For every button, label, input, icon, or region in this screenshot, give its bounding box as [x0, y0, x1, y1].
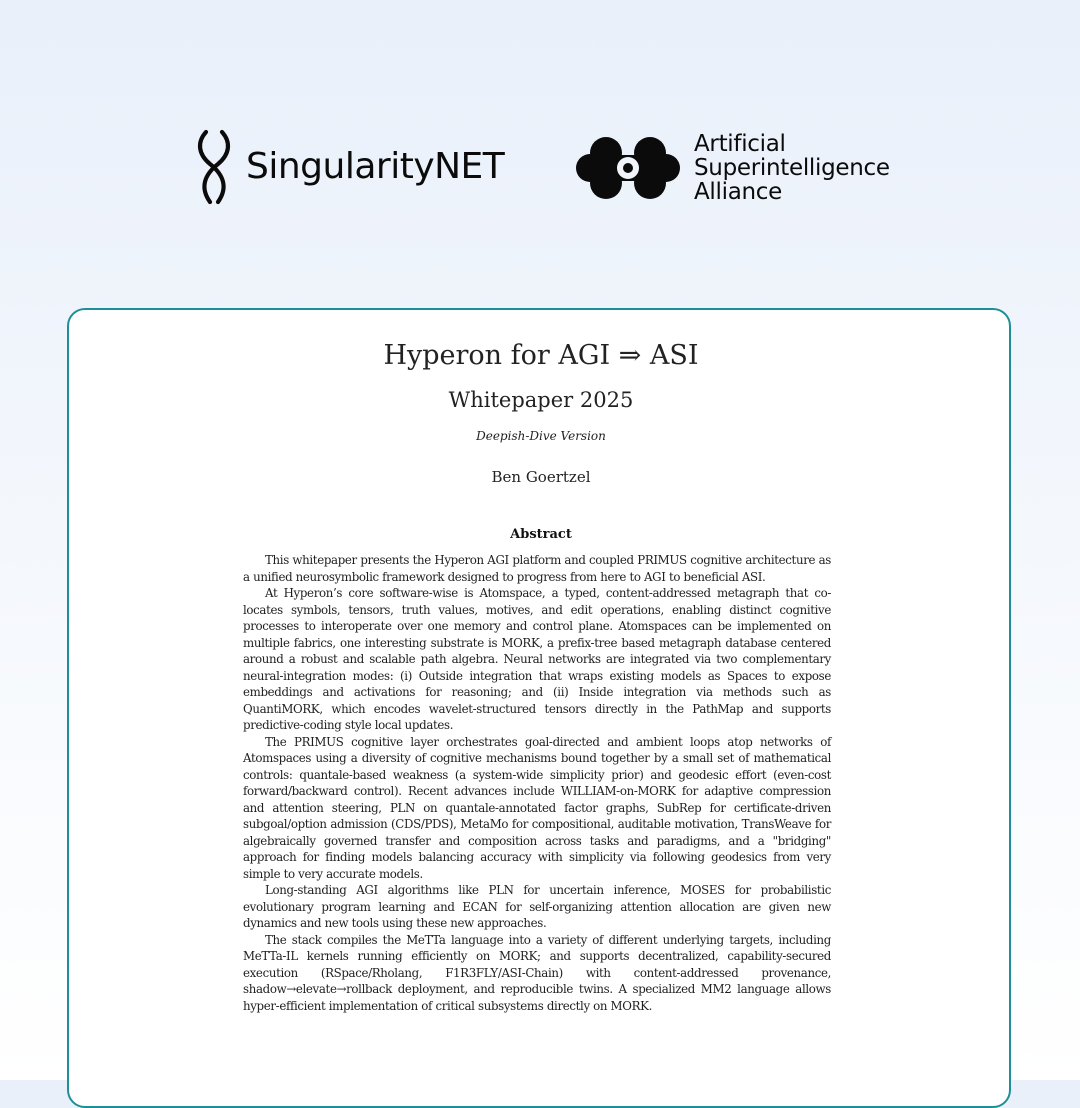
singularitynet-mark-icon [194, 124, 234, 208]
abstract-paragraph: At Hyperon’s core software-wise is Atomspace, a typed, content-addressed metagraph that co-locates symbols, tensors, truth values, motives, and edit operations, enabling distinct cognitive processes to interoperate over one memory and control plane. Atomspaces can be implemented on multiple fabrics, one interesting substrate is MORK, a prefix-tree based metagraph database centered around a robust and scalable path algebra. Neural networks are integrated via two complementary neural-integration modes: (i) Outside integration that wraps existing models as Spaces to expose embeddings and activations for reasoning; and (ii) Inside integration via methods such as QuantiMORK, which encodes wavelet-structured tensors directly in the PathMap and supports predictive-coding style local updates. [243, 586, 831, 732]
asi-alliance-mark-icon [576, 133, 680, 203]
singularitynet-logo [194, 124, 504, 208]
abstract-paragraph: This whitepaper presents the Hyperon AGI platform and coupled PRIMUS cognitive architecture as a unified neurosymbolic framework designed to progress from here to AGI to beneficial ASI. [243, 553, 831, 584]
asi-alliance-logo [576, 126, 890, 210]
abstract-paragraph: The stack compiles the MeTTa language into a variety of different underlying targets, including MeTTa-IL kernels running efficiently on MORK; and supports decentralized, capability-secured execution (RSpace/Rholang, F1R3FLY/ASI-Chain) with content-addressed provenance, shadow→elevate→rollback deployment, and reproducible twins. A specialized MM2 language allows hyper-efficient implementation of critical subsystems directly on MORK. [243, 932, 831, 1013]
abstract-paragraph: The PRIMUS cognitive layer orchestrates goal-directed and ambient loops atop networks of Atomspaces using a diversity of cognitive mechanisms bound together by a small set of mathematical controls: quantale-based weakness (a system-wide simplicity prior) and geodesic effort (even-cost forward/backward control). Recent advances include WILLIAM-on-MORK for adaptive compression and attention steering, PLN on quantale-annotated factor graphs, SubRep for certificate-driven subgoal/option admission (CDS/PDS), MetaMo for compositional, auditable motivation, TransWeave for algebraically governed transfer and composition across tasks and paradigms, and a "bridging" approach for finding models balancing accuracy with simplicity via following geodesics from very simple to very accurate models. [243, 734, 831, 881]
asi-alliance-wordmark [694, 132, 890, 204]
asi-wordmark-line: Alliance [694, 179, 782, 205]
asi-wordmark-line: Artificial [694, 131, 786, 157]
paper-author: Ben Goertzel [491, 468, 591, 486]
asi-wordmark-line: Superintelligence [694, 155, 890, 181]
singularitynet-wordmark: SingularityNET [246, 145, 505, 187]
paper-subtitle: Whitepaper 2025 [448, 388, 634, 412]
abstract-body [243, 552, 831, 1014]
abstract-heading: Abstract [510, 527, 572, 542]
header-logos [0, 122, 1080, 212]
whitepaper-card [67, 308, 1011, 1108]
abstract-paragraph: Long-standing AGI algorithms like PLN for uncertain inference, MOSES for probabilistic evolutionary program learning and ECAN for self-organizing attention allocation are given new dynamics and new tools using these new approaches. [243, 883, 831, 930]
paper-title: Hyperon for AGI ⇒ ASI [383, 340, 699, 371]
paper-version: Deepish-Dive Version [476, 429, 606, 443]
